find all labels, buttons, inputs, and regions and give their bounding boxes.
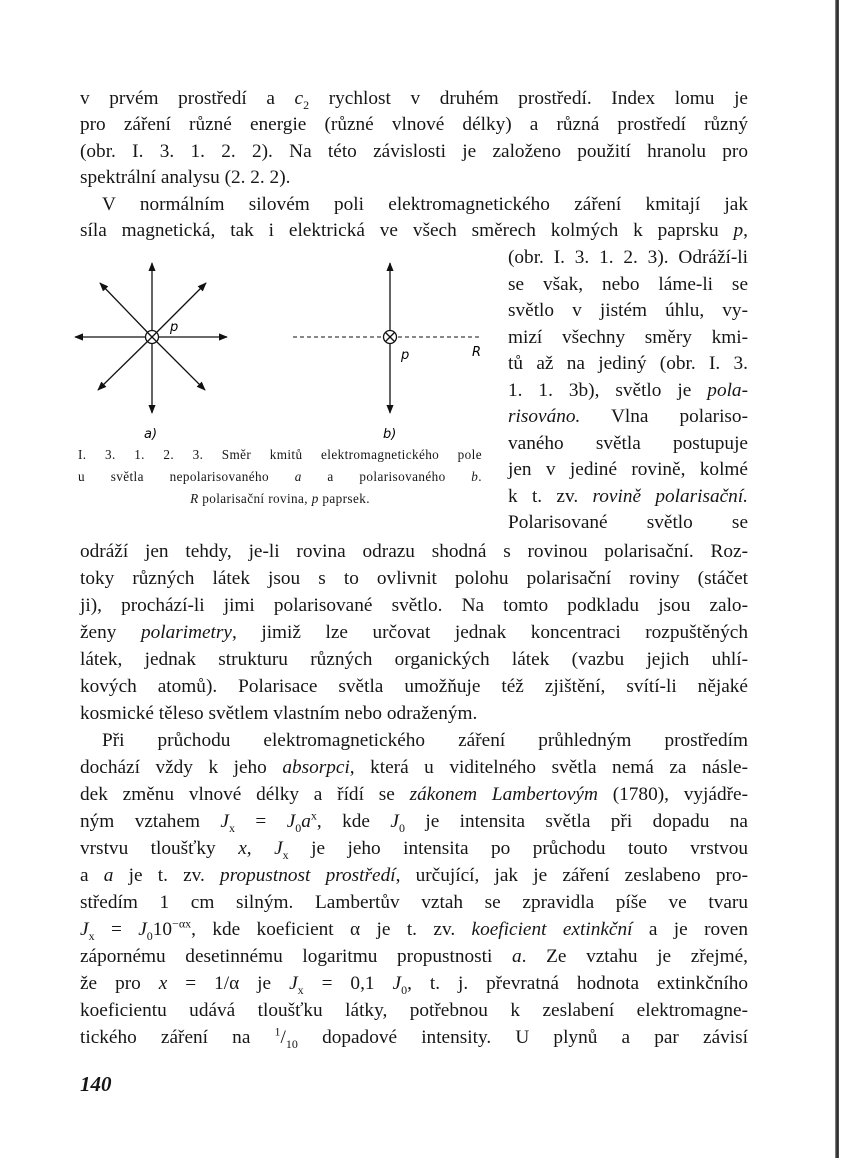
italic-text: J (80, 919, 89, 940)
italic-text: b (471, 469, 479, 484)
text-line (508, 484, 748, 511)
subscript: x (88, 928, 95, 943)
text: vrstvu tloušťky (80, 838, 239, 859)
italic-text: J (138, 919, 147, 940)
italic-text: polarimetry (140, 622, 232, 643)
text: světlo v jistém úhlu, vy- (508, 300, 748, 321)
text: (1780), vyjádře- (597, 784, 748, 805)
text: síla magnetická, tak i elektrická ve všech směrech kolmých k paprsku (80, 220, 734, 242)
text: paprsek. (318, 491, 370, 506)
diagram-polarized (293, 263, 482, 413)
subscript: x (228, 820, 235, 835)
text: , která u viditelného světla nemá za násle- (349, 757, 748, 778)
text-line (508, 510, 748, 537)
text: (obr. I. 3. 1. 2. 3). Odráží-li (508, 247, 748, 268)
text: pro záření různé energie (různé vlnové délky) a různá prostředí různý (80, 114, 748, 136)
text: kových atomů). Polarisace světla umožňuje též zjištění, svítí-li nějaké (80, 676, 748, 697)
italic-text: J (289, 973, 298, 994)
text-line (80, 781, 748, 808)
italic-text: a (512, 946, 522, 967)
text: polarisační rovina, (198, 491, 312, 506)
text: u světla nepolarisovaného (78, 469, 295, 484)
text-line (78, 488, 482, 510)
text: ji), prochází-li jimi polarisované světlo. Na tomto podkladu jsou zalo- (80, 595, 748, 616)
text-line (80, 727, 748, 754)
text: V normálním silovém poli elektromagnetického záření kmitají jak (102, 193, 748, 215)
text-line (508, 457, 748, 484)
italic-text: risováno. (508, 406, 581, 427)
subscript: 10 (285, 1036, 298, 1051)
text: = 0,1 (303, 973, 393, 994)
text: = (94, 919, 139, 940)
text: dek změnu vlnové délky a řídí se (80, 784, 410, 805)
italic-text: zákonem Lambertovým (409, 784, 598, 805)
text: = 1/α je (167, 973, 290, 994)
text: 1. 1. 3b), světlo je (508, 379, 708, 401)
text: , (246, 838, 275, 859)
text: / (280, 1027, 286, 1048)
italic-text: a (294, 469, 302, 484)
italic-text: pola- (707, 379, 748, 401)
text-line (80, 646, 748, 673)
italic-text: a (103, 865, 114, 886)
text: mizí všechny směry kmi- (508, 326, 748, 348)
italic-text: R (190, 491, 199, 506)
subscript: 0 (401, 982, 408, 997)
text-line (80, 619, 748, 646)
supscript: 1 (274, 1024, 281, 1039)
plane-label: R (472, 345, 482, 360)
text: (obr. I. 3. 1. 2. 2). Na této závislosti je založeno použití hranolu pro (80, 140, 748, 162)
text: toky různých látek jsou s to ovlivnit polohu polarisační roviny (stáčet (80, 568, 748, 589)
text: spektrální analysu (2. 2. 2). (80, 167, 291, 189)
text: a polarisovaného (301, 469, 472, 484)
figure-caption (78, 444, 482, 510)
arrow-up-left (100, 283, 152, 337)
text: rychlost v druhém prostředí. Index lomu je (309, 88, 748, 109)
text: , kde koeficient α je t. zv. (191, 919, 472, 940)
italic-text: p (733, 220, 744, 242)
text: , (743, 220, 748, 242)
text-line (80, 835, 748, 862)
label-b: b) (383, 427, 397, 442)
text-line (80, 916, 748, 943)
text: je intensita světla při dopadu na (404, 811, 748, 832)
text: I. 3. 1. 2. 3. Směr kmitů elektromagnetického pole (78, 447, 482, 462)
text: středím 1 cm silným. Lambertův vztah se zpravidla píše ve tvaru (80, 892, 748, 913)
text: Při průchodu elektromagnetického záření průhledným prostředím (102, 730, 748, 751)
text: dopadové intensity. U plynů a par závisí (297, 1027, 748, 1048)
italic-text: a (301, 811, 311, 832)
subscript: 0 (295, 820, 302, 835)
text: dochází vždy k jeho (80, 757, 283, 778)
text: . Ze vztahu je zřejmé, (521, 946, 748, 967)
label-a: a) (144, 427, 158, 442)
arrow-down-left (98, 337, 152, 390)
italic-text: x (238, 838, 247, 859)
text: k t. zv. (508, 485, 593, 507)
text: 10 (152, 919, 173, 940)
text: = (234, 811, 287, 832)
text: Vlna polariso- (580, 406, 748, 427)
text: , t. j. převratná hodnota extinkčního (407, 973, 748, 994)
text: je t. zv. (113, 865, 221, 886)
italic-text: J (392, 973, 402, 994)
text: Polarisované světlo se (508, 512, 748, 533)
text-line (80, 565, 748, 592)
text-line (80, 889, 748, 916)
text: je jeho intensita po průchodu touto vrstvou (288, 838, 749, 859)
text: odráží jen tehdy, je-li rovina odrazu shodná s rovinou polarisační. Roz- (80, 541, 748, 562)
ray-label-b: p (401, 348, 410, 363)
text: tického záření na (80, 1027, 275, 1048)
text: se však, nebo láme-li se (508, 273, 748, 295)
supscript: −αx (172, 916, 192, 931)
text: jen v jediné rovině, kolmé (508, 459, 748, 480)
text-line (80, 862, 748, 889)
text: zápornému desetinnému logaritmu propustnosti (80, 946, 513, 967)
ray-label-a: p (170, 320, 179, 335)
subscript: 0 (146, 928, 153, 943)
text-line (80, 970, 748, 997)
text: kosmické těleso světlem vlastním nebo odraženým. (80, 703, 478, 724)
text: ženy (80, 622, 141, 643)
arrow-up-right (152, 283, 206, 337)
text-line (80, 754, 748, 781)
text: vaného světla postupuje (508, 432, 748, 454)
text-line (80, 538, 748, 565)
italic-text: propustnost prostředí (220, 865, 396, 886)
italic-text: c (294, 88, 304, 109)
italic-text: absorpci (282, 757, 350, 778)
text-line (80, 1024, 748, 1051)
text: . (478, 469, 482, 484)
text: že pro (80, 973, 159, 994)
italic-text: p (311, 491, 319, 506)
italic-text: rovině polarisační. (592, 485, 749, 507)
page-number: 140 (80, 1072, 112, 1096)
supscript: x (310, 808, 317, 823)
text-line (80, 673, 748, 700)
text-line (80, 700, 748, 727)
text: a (80, 865, 104, 886)
text: látek, jednak strukturu různých organických látek (vazbu jejich uhlí- (80, 649, 748, 670)
italic-text: J (286, 811, 296, 832)
text: koeficientu udává tloušťku látky, potřebnou k zeslabení elektromagne- (80, 1000, 748, 1021)
text-line (80, 808, 748, 835)
italic-text: J (220, 811, 229, 832)
italic-text: J (274, 838, 283, 859)
italic-text: J (390, 811, 399, 832)
diagram-unpolarized (75, 263, 227, 413)
text: tů až na jediný (obr. I. 3. (508, 353, 748, 374)
subscript: 0 (398, 820, 405, 835)
text: ným vztahem (80, 811, 221, 832)
paragraph-bottom (80, 538, 748, 1051)
text-line (80, 592, 748, 619)
italic-text: x (158, 973, 168, 994)
subscript: 2 (303, 97, 310, 112)
italic-text: koeficient extinkční (471, 919, 633, 940)
text: , kde (316, 811, 391, 832)
text-line (80, 997, 748, 1024)
text: v prvém prostředí a (80, 88, 295, 109)
text-line (78, 466, 482, 488)
text: , jimiž lze určovat jednak koncentraci rozpuštěných (231, 622, 749, 643)
text: a je roven (632, 919, 749, 940)
figure-polarization (0, 0, 847, 460)
text-line (80, 943, 748, 970)
text-line (78, 444, 482, 466)
arrow-down-right (152, 337, 205, 390)
subscript: x (282, 847, 289, 862)
subscript: x (297, 982, 304, 997)
text: , určující, jak je záření zeslabeno pro- (395, 865, 748, 886)
